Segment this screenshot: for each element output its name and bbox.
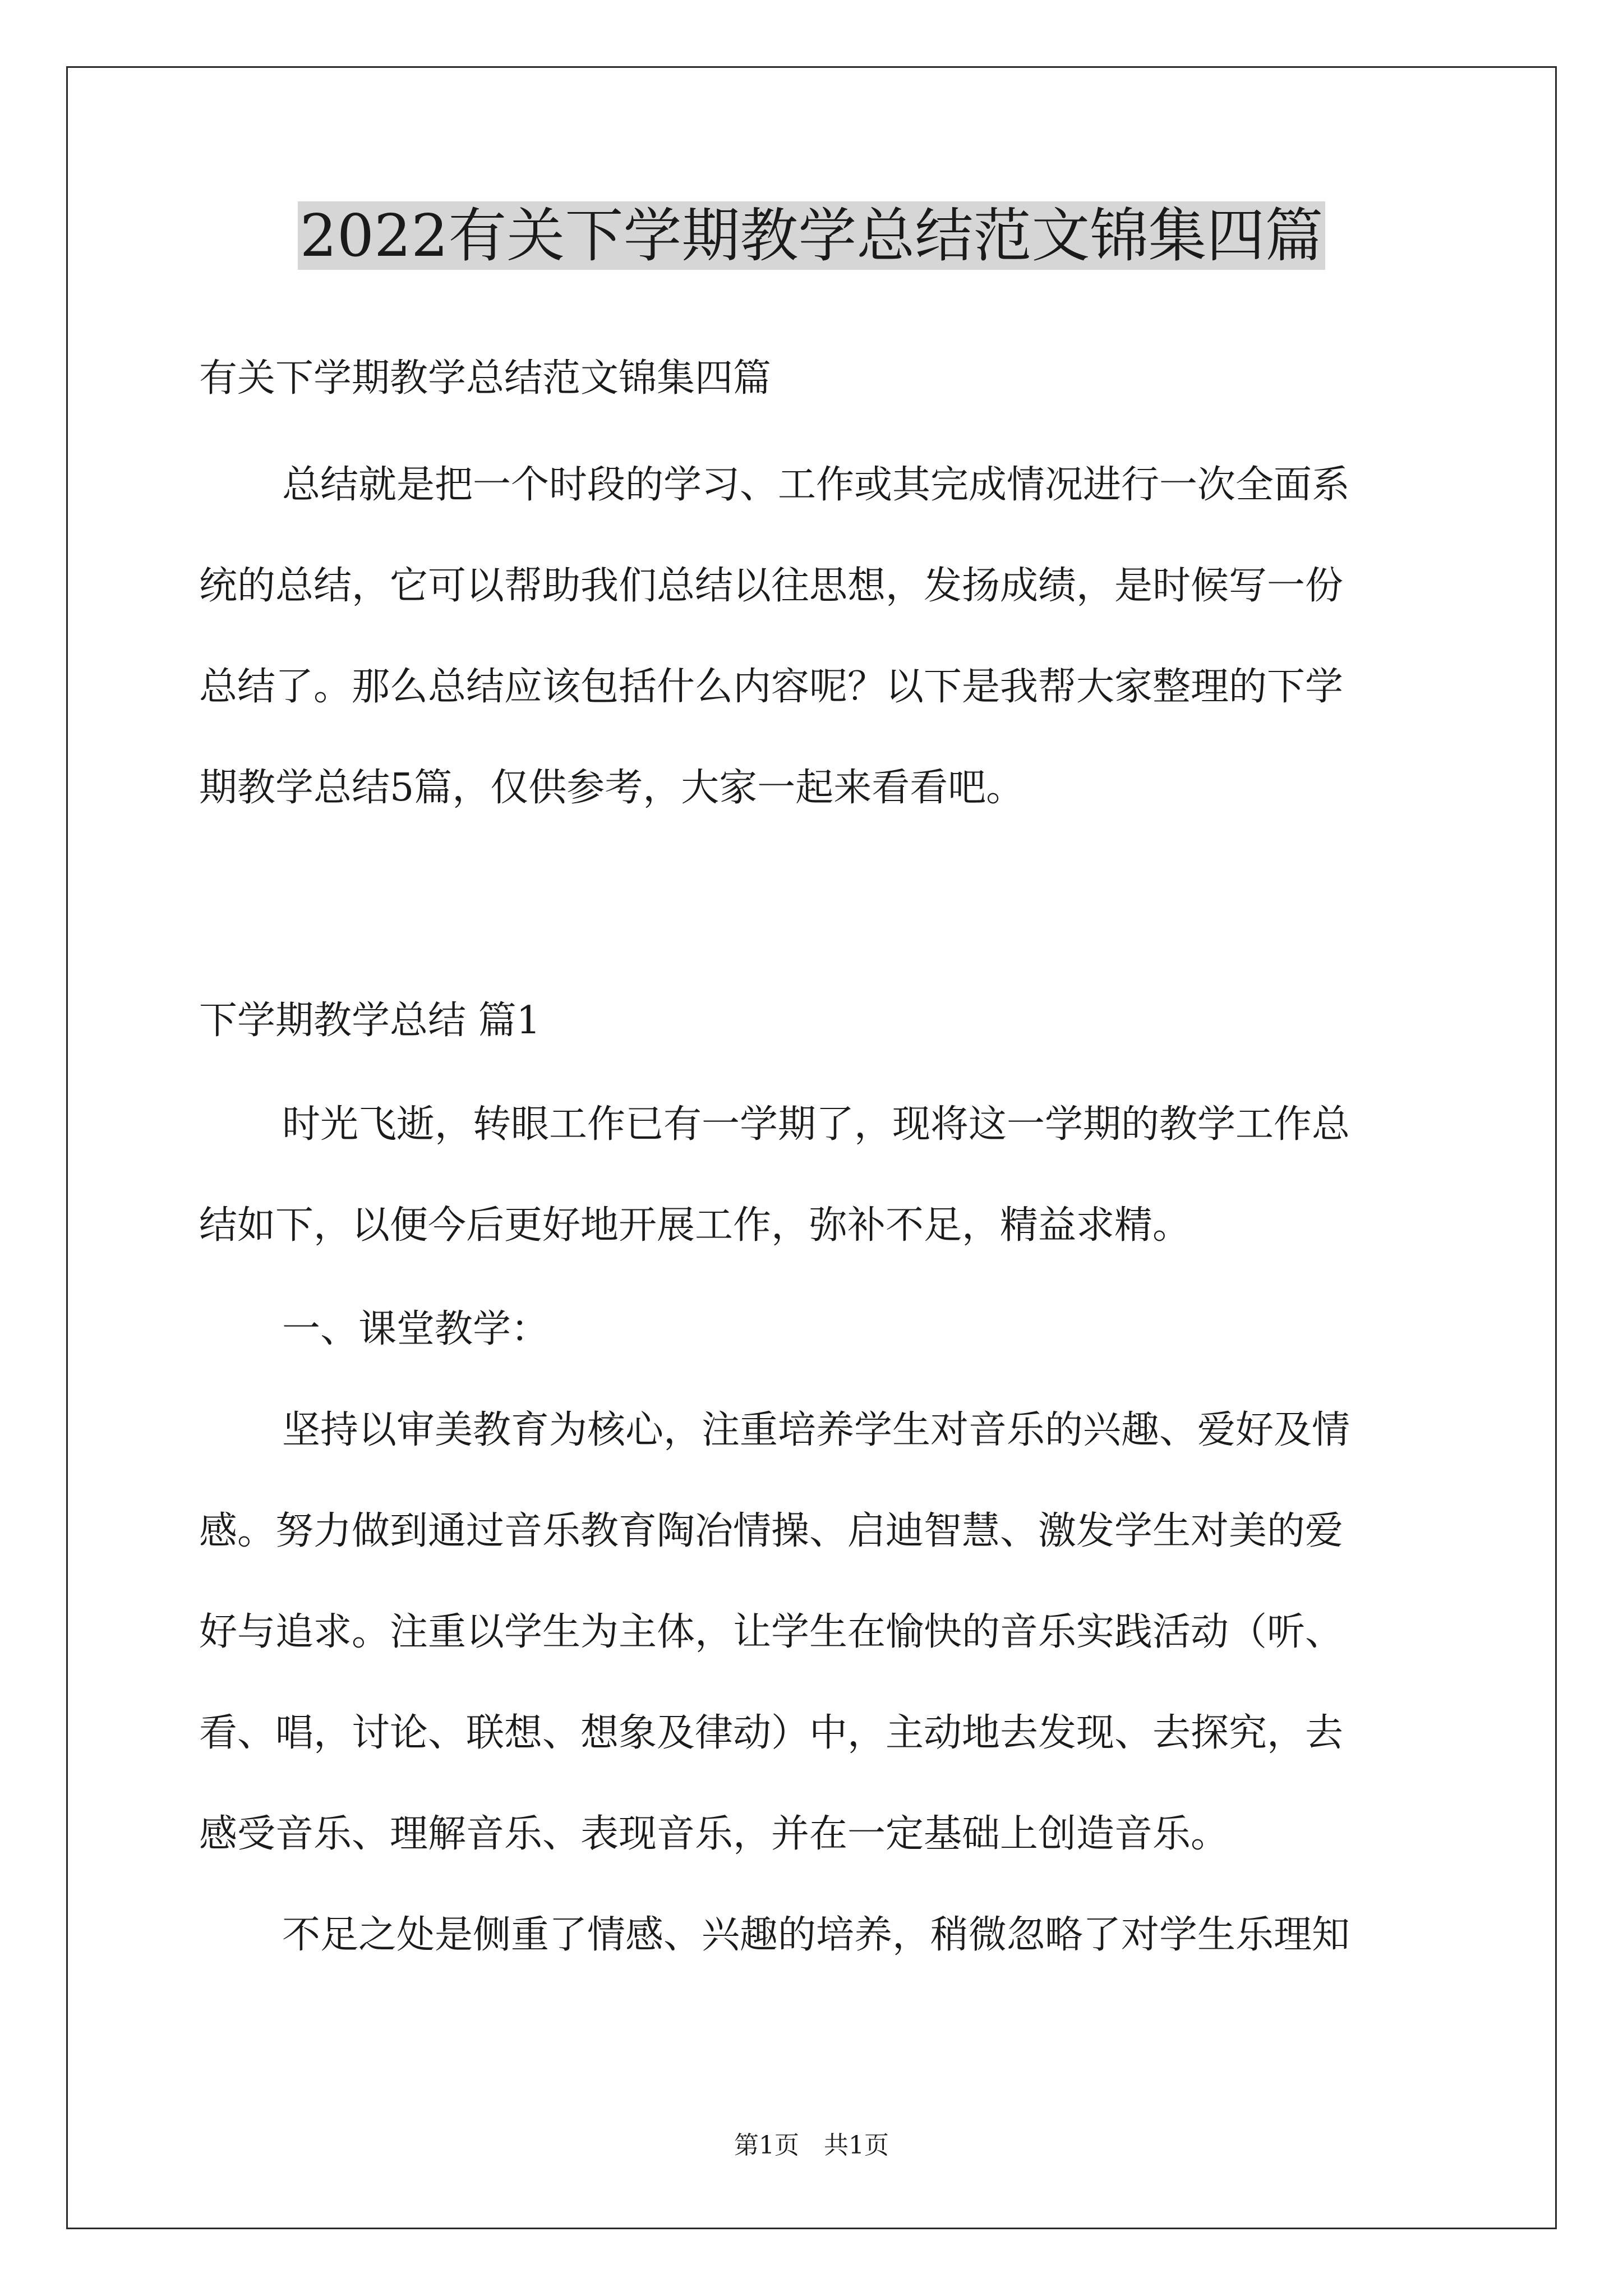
document-title-text: 2022有关下学期教学总结范文锦集四篇 <box>298 201 1326 270</box>
page-number: 第1页 共1页 <box>734 2131 889 2160</box>
paragraph-line: 感受音乐、理解音乐、表现音乐，并在一定基础上创造音乐。 <box>199 1812 1229 1856</box>
section-heading: 下学期教学总结 篇1 <box>199 999 541 1043</box>
paragraph-line: 总结了。那么总结应该包括什么内容呢？以下是我帮大家整理的下学 <box>199 665 1344 709</box>
paragraph-line: 坚持以审美教育为核心，注重培养学生对音乐的兴趣、爱好及情 <box>282 1408 1350 1452</box>
subtitle-line: 有关下学期教学总结范文锦集四篇 <box>199 356 772 401</box>
paragraph-line: 好与追求。注重以学生为主体，让学生在愉快的音乐实践活动（听、 <box>199 1610 1344 1654</box>
paragraph-line: 结如下，以便今后更好地开展工作，弥补不足，精益求精。 <box>199 1203 1191 1248</box>
document-title <box>0 199 1623 272</box>
paragraph-line: 总结就是把一个时段的学习、工作或其完成情况进行一次全面系 <box>282 463 1350 507</box>
subsection-heading: 一、课堂教学： <box>282 1307 550 1351</box>
paragraph-line: 不足之处是侧重了情感、兴趣的培养，稍微忽略了对学生乐理知 <box>282 1913 1350 1957</box>
paragraph-line: 感。努力做到通过音乐教育陶冶情操、启迪智慧、激发学生对美的爱 <box>199 1509 1344 1553</box>
paragraph-line: 看、唱，讨论、联想、想象及律动）中，主动地去发现、去探究，去 <box>199 1711 1344 1755</box>
paragraph-line: 时光飞逝，转眼工作已有一学期了，现将这一学期的教学工作总 <box>282 1102 1350 1147</box>
paragraph-line: 期教学总结5篇，仅供参考，大家一起来看看吧。 <box>199 766 1025 810</box>
paragraph-line: 统的总结，它可以帮助我们总结以往思想，发扬成绩，是时候写一份 <box>199 564 1344 608</box>
